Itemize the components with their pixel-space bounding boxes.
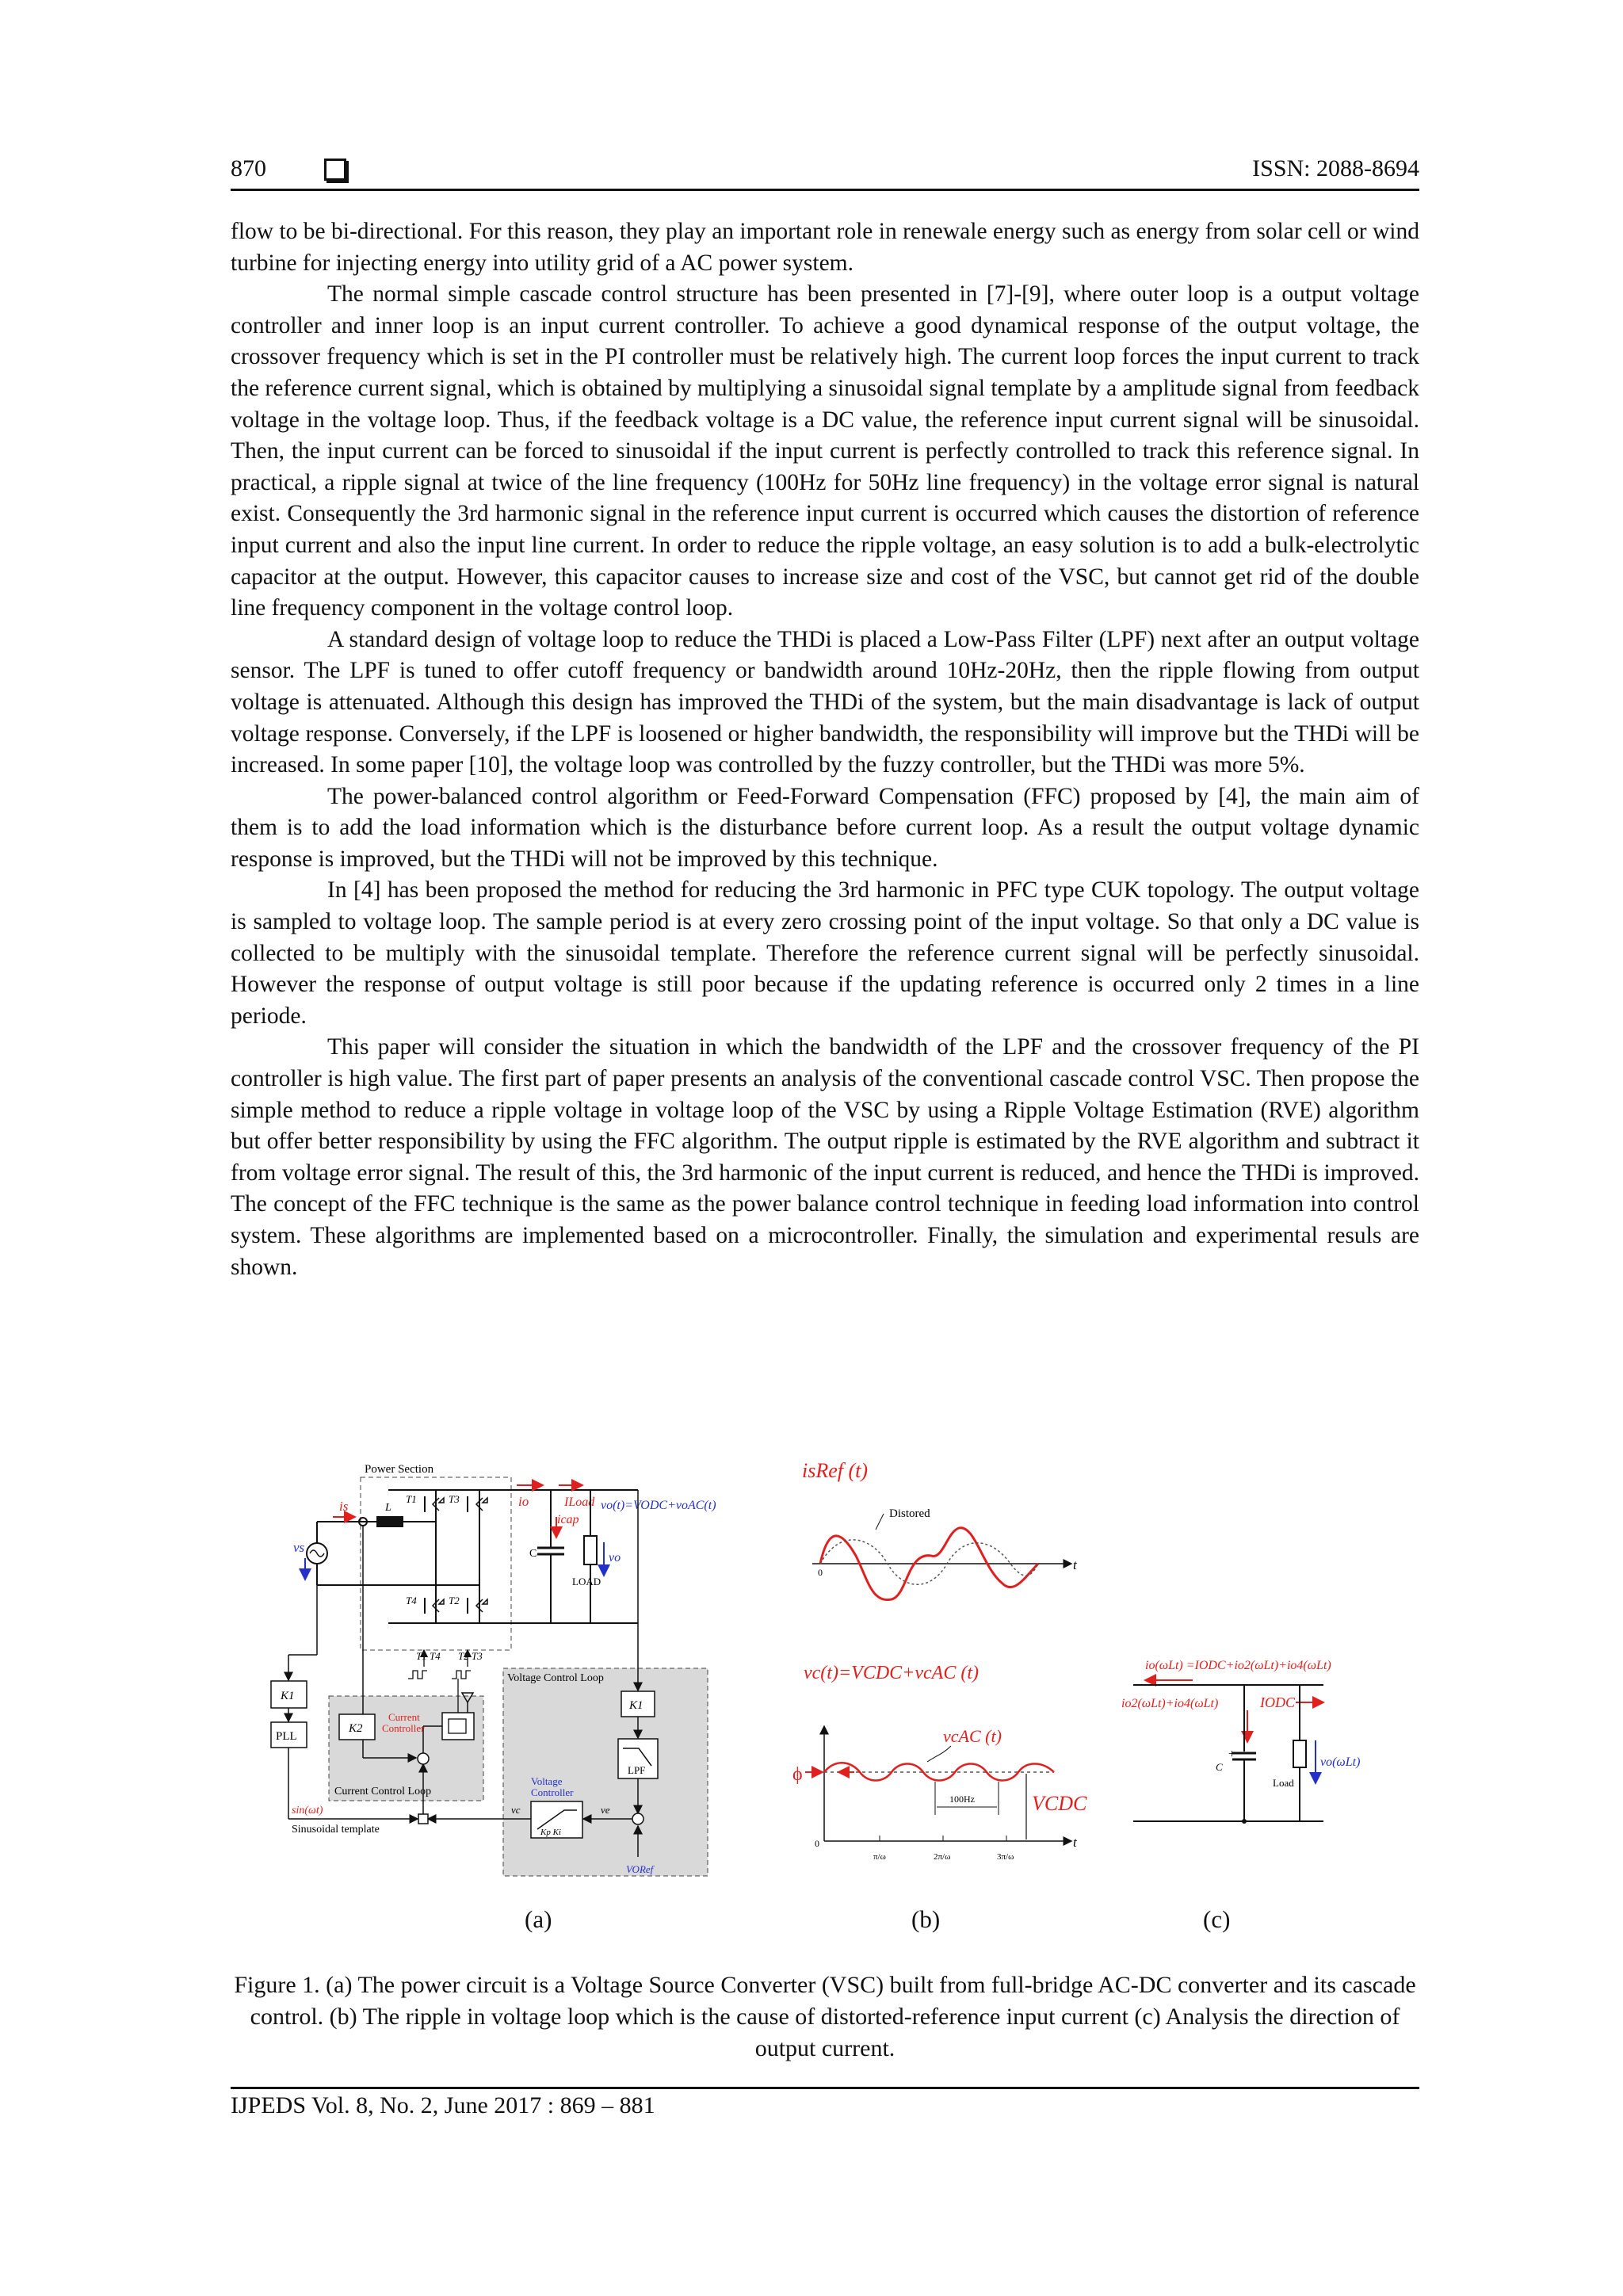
vc-label-1: Voltage — [531, 1775, 563, 1787]
vs-label: vs — [293, 1540, 305, 1555]
t-label-top: t — [1073, 1557, 1077, 1572]
paragraph: The power-balanced control algorithm or Feed-Forward Compensation (FFC) proposed by [4], the main aim of them is to add the load information which is the disturbance before current loop. As a result the output voltage dynamic response is improved, but the THDi will not be improved by this technique. — [231, 783, 1419, 872]
vcl-title: Voltage Control Loop — [507, 1672, 604, 1684]
panel-a — [271, 1463, 716, 1876]
multiplier-icon — [418, 1814, 428, 1824]
vo-c-label: vo(ωLt) — [1320, 1755, 1361, 1769]
gate-label-1: T1 T4 — [416, 1650, 441, 1662]
panel-label-a: (a) — [525, 1905, 552, 1933]
checkbox-square-icon — [324, 159, 346, 181]
vc-label-2: Controller — [531, 1786, 574, 1798]
io-label: io — [518, 1494, 529, 1509]
kpki-text: Kp Ki — [540, 1828, 561, 1837]
sin-label: sin(ωt) — [292, 1805, 323, 1817]
cc-label-1: Current — [388, 1711, 420, 1723]
gate-label-2: T2 T3 — [458, 1650, 483, 1662]
page-number: 870 — [231, 155, 266, 181]
panel-label-c: (c) — [1203, 1905, 1231, 1933]
page-footer: IJPEDS Vol. 8, No. 2, June 2017 : 869 – 881 — [231, 2092, 655, 2118]
paragraph: A standard design of voltage loop to reduce the THDi is placed a Low-Pass Filter (LPF) next after an output voltage sensor. The LPF is tuned to offer cutoff frequency or bandwidth around 10Hz-20Hz, then the ripple flowing from output voltage is attenuated. Although this design has improved the THDi of the system, but the main disadvantage is lack of output voltage response. Conversely, if the LPF is loosened or higher bandwidth, the responsibility will improve but the THDi will be increased. In some paper [10], the voltage loop was controlled by the fuzzy controller, but the THDi was more 5%. — [231, 626, 1419, 778]
pll-text: PLL — [276, 1730, 297, 1743]
body-text — [231, 216, 1419, 1283]
panel-c — [1121, 1659, 1360, 1824]
vo-eq-label: vo(t)=VODC+voAC(t) — [601, 1499, 716, 1512]
issn: ISSN: 2088-8694 — [1252, 155, 1419, 181]
k1-text: K1 — [629, 1699, 643, 1712]
io24-label: io2(ωLt)+io4(ωLt) — [1121, 1697, 1219, 1710]
header-rule — [231, 189, 1419, 191]
T3-label: T3 — [449, 1493, 460, 1505]
plus-sign: + — [1228, 1748, 1236, 1761]
paragraph: This paper will consider the situation in which the bandwidth of the LPF and the crossover frequency of the PI controller is high value. The first part of paper presents an analysis of the conventional cascade control VSC. Then propose the simple method to reduce a ripple voltage in voltage loop of the VSC by using a Ripple Voltage Estimation (RVE) algorithm but offer better responsibility by using the FFC algorithm. The output ripple is estimated by the RVE algorithm and subtract it from voltage error signal. The result of this, the 3rd harmonic of the input current is reduced, and hence the THDi is improved. The concept of the FFC technique is the same as the power balance control technique in feeding load information into control system. These algorithms are implemented based on a microcontroller. Finally, the simulation and experimental resuls are shown. — [231, 1034, 1419, 1280]
is-label: is — [339, 1499, 349, 1514]
voref-label: VORef — [626, 1863, 654, 1875]
figure-1 — [269, 1441, 1419, 1902]
icap-label: icap — [557, 1513, 579, 1526]
T2-label: T2 — [449, 1595, 460, 1606]
summing-junction-icon — [632, 1813, 643, 1824]
current-summing-icon — [418, 1753, 429, 1764]
vcdc-label: VCDC — [1032, 1792, 1087, 1815]
voltage-loop-box — [503, 1668, 708, 1876]
k2-text: K2 — [349, 1722, 363, 1735]
f100-label: 100Hz — [949, 1794, 975, 1805]
tick-label: 2π/ω — [934, 1852, 951, 1862]
load-resistor-c-icon — [1293, 1740, 1306, 1767]
inductor-icon — [376, 1516, 403, 1527]
iodc-label: IODC — [1260, 1694, 1295, 1710]
vc-label: vc — [511, 1804, 521, 1816]
paragraph: In [4] has been proposed the method for reducing the 3rd harmonic in PFC type CUK topology. The output voltage is sampled to voltage loop. The sample period is at every zero crossing point of the input voltage. So that only a DC value is collected to be multiply with the sinusoidal template. Therefore the reference current signal will be perfectly sinusoidal. However the response of output voltage is still poor because if the updating reference is occurred only 2 times in a line periode. — [231, 877, 1419, 1029]
vc-eq-label: vc(t)=VCDC+vcAC (t) — [804, 1663, 979, 1683]
phi-label: ϕ — [792, 1764, 803, 1785]
ccl-title: Current Control Loop — [334, 1786, 432, 1797]
figure-caption: Figure 1. (a) The power circuit is a Voltage Source Converter (VSC) built from full-bridge AC-DC converter and its cascade control. (b) The ripple in voltage loop which is the cause of distorted-reference input current (c) Analysis the direction of output current. — [234, 1972, 1416, 2061]
current-controller-block — [442, 1713, 474, 1740]
x-ticks — [873, 1836, 1014, 1862]
distored-label: Distored — [889, 1507, 930, 1520]
T1-label: T1 — [406, 1493, 417, 1505]
k1-left-text: K1 — [281, 1690, 295, 1702]
footer-rule — [231, 2087, 1419, 2089]
tick-label: π/ω — [873, 1852, 886, 1862]
vo-label: vo — [609, 1551, 621, 1564]
iload-label: ILoad — [564, 1496, 595, 1509]
tick-label: 3π/ω — [997, 1852, 1014, 1862]
L-label: L — [385, 1502, 391, 1514]
lpf-text: LPF — [628, 1764, 646, 1776]
ve-label: ve — [601, 1804, 610, 1816]
zero-label-bottom: 0 — [815, 1838, 819, 1849]
panel-label-b: (b) — [911, 1905, 941, 1933]
t-label-bottom: t — [1073, 1835, 1077, 1850]
load-label: LOAD — [572, 1576, 601, 1587]
c-cap-label: C — [1216, 1761, 1223, 1773]
C-label: C — [529, 1548, 537, 1560]
cc-label-2: Controller — [382, 1722, 425, 1734]
sin-template-label: Sinusoidal template — [292, 1824, 380, 1836]
paragraph: flow to be bi-directional. For this reason, they play an important role in renewale energy such as energy from solar cell or wind turbine for injecting energy into utility grid of a AC power system. — [231, 219, 1419, 276]
load-c-label: Load — [1273, 1777, 1294, 1789]
load-resistor-icon — [584, 1536, 597, 1564]
isref-label: isRef (t) — [802, 1459, 869, 1482]
power-section-label: Power Section — [365, 1463, 434, 1476]
T4-label: T4 — [406, 1595, 417, 1606]
sine-reference-curve — [820, 1540, 1038, 1584]
vcac-label: vcAC (t) — [943, 1726, 1002, 1746]
panel-b — [792, 1459, 1087, 1862]
paragraph: The normal simple cascade control structure has been presented in [7]-[9], where outer loop is a output voltage controller and inner loop is an input current controller. To achieve a good dynamical response of the output voltage, the crossover frequency which is set in the PI controller must be relatively high. The current loop forces the input current to track the reference current signal, which is obtained by multiplying a sinusoidal signal template by a amplitude signal from feedback voltage in the voltage loop. Thus, if the feedback voltage is a DC value, the reference input current signal will be sinusoidal. Then, the input current can be forced to sinusoidal if the input current is perfectly controlled to track this reference signal. In practical, a ripple signal at twice of the line frequency (100Hz for 50Hz line frequency) in the voltage error signal is natural exist. Consequently the 3rd harmonic signal in the reference input current is occurred which causes the distortion of reference input current and also the input line current. In order to reduce the ripple voltage, an easy solution is to add a bulk-electrolytic capacitor at the output. However, this capacitor causes to increase size and cost of the VSC, but cannot get rid of the double line frequency component in the voltage control loop. — [231, 281, 1419, 621]
page-header — [231, 155, 1419, 193]
zero-label-top: 0 — [818, 1567, 823, 1578]
io-eq-label: io(ωLt) =IODC+io2(ωLt)+io4(ωLt) — [1145, 1659, 1331, 1672]
